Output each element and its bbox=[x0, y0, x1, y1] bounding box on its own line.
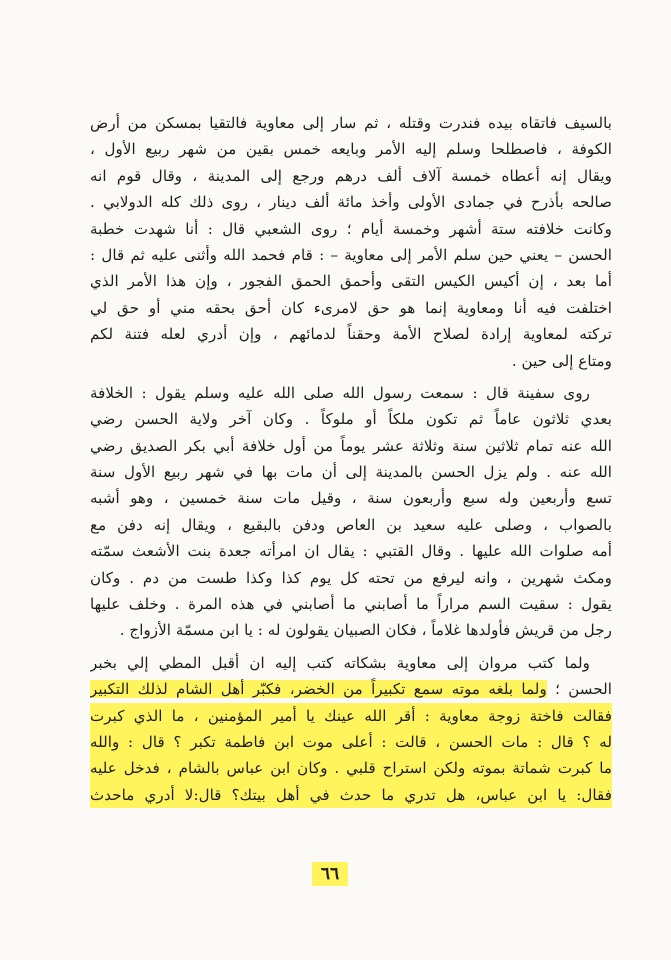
text-line: رجل من قريش فأولدها غلاماً ، فكان الصبيان يقولون له : يا ابن مسمّة الأزواج . bbox=[119, 621, 612, 640]
text-line: ومكث شهرين ، وانه ليرفع من تحته كل يوم كذا وكذا طست من دم . وكان bbox=[90, 568, 612, 587]
highlighted-line: ما كبرت شماتة بموته ولكن استراح قلبي . وكان ابن عباس بالشام ، فدخل عليه bbox=[90, 755, 612, 781]
text-line: تسع وأربعين وله سبع وأربعون سنة ، وقيل مات سنة خمسين ، وهو أشبه bbox=[90, 489, 612, 508]
text-line: صالحه بأذرح في جمادى الأولى وأخذ مائة ألف دينار ، روى ذلك كله الدولابي . bbox=[90, 193, 612, 212]
text-fragment: الحسن ؛ bbox=[546, 680, 612, 699]
main-text bbox=[90, 110, 612, 808]
text-line: تركته لمعاوية إرادة لصلاح الأمة وحقناً لدمائهم ، وإن أدري لعله فتنة لكم bbox=[90, 325, 612, 344]
highlighted-line: فقال: يا ابن عباس، هل تدري ما حدث في أهل بيتك؟ قال:لا أدري ماحدث bbox=[90, 782, 612, 808]
text-line: بالصواب ، وصلى عليه سعيد بن العاص ودفن بالبقيع ، ويقال إنه دفن مع bbox=[90, 515, 612, 534]
text-line: روى سفينة قال : سمعت رسول الله صلى الله عليه وسلم يقول : الخلافة bbox=[90, 383, 590, 402]
paragraph-3 bbox=[90, 380, 612, 644]
text-line: وكانت خلافته ستة أشهر وخمسة أيام ؛ روى الشعبي قال : أنا شهدت خطبة bbox=[90, 219, 612, 238]
text-line: ولما كتب مروان إلى معاوية بشكاته كتب إليه ان أقبل المطي إلي بخبر bbox=[90, 653, 590, 672]
text-line: الله عنه تمام ثلاثين سنة وثلاثة عشر يوماً من أول خلافة أبي بكر الصديق رضي bbox=[90, 436, 612, 455]
highlighted-first-line bbox=[90, 676, 612, 702]
text-line: الحسن – يعني حين سلم الأمر إلى معاوية – : قام فحمد الله وأثنى عليه ثم قال : bbox=[90, 245, 612, 264]
text-line: اختلفت فيه أنا ومعاوية إنما هو حق لامرىء كان أحق بحقه مني أو حق لي bbox=[90, 298, 612, 317]
text-line: بالسيف فاتقاه بيده فندرت وقتله ، ثم سار إلى معاوية فالتقيا بمسكن من أرض bbox=[90, 114, 612, 132]
text-line: أمه صلوات الله عليها . وقال القتبي : يقال ان امرأته جعدة بنت الأشعث سمّته bbox=[90, 542, 612, 561]
text-line: يقول : سقيت السم مراراً ما أصابني ما أصابني في هذه المرة . وخلف عليها bbox=[90, 595, 612, 614]
paragraph-2 bbox=[90, 216, 612, 374]
text-line: الكوفة ، فاصطلحا وسلم إليه الأمر وبايعه خمس بقين من شهر ربيع الأول ، bbox=[90, 140, 612, 159]
highlighted-line: له ؟ قال : مات الحسن ، قالت : أعلى موت ابن فاطمة تكبر ؟ قال : والله bbox=[90, 729, 612, 755]
page-number: ٦٦ bbox=[312, 862, 348, 886]
text-line: بعدي ثلاثون عاماً ثم تكون ملكاً أو ملوكاً . وكان آخر ولاية الحسن رضي bbox=[90, 410, 612, 429]
highlighted-fragment: ولما بلغه موته سمع تكبيراً من الخضر، فكبّر أهل الشام لذلك التكبير bbox=[90, 680, 547, 699]
text-line: ومتاع إلى حين . bbox=[511, 351, 612, 370]
text-line: أما بعد ، إن أكيس الكيس التقى وأحمق الحمق الفجور ، وإن هذا الأمر الذي bbox=[90, 272, 612, 291]
text-line: الله عنه . ولم يزل الحسن بالمدينة إلى أن مات بها في شهر ربيع الأول سنة bbox=[90, 463, 612, 482]
text-line: ويقال إنه أعطاه خمسة آلاف ألف درهم ورجع إلى المدينة ، وقال قوم انه bbox=[90, 166, 612, 185]
paragraph-4 bbox=[90, 650, 612, 808]
paragraph-1 bbox=[90, 110, 612, 216]
highlighted-line: فقالت فاختة زوجة معاوية : أقر الله عينك يا أمير المؤمنين ، ما الذي كبرت bbox=[90, 703, 612, 729]
